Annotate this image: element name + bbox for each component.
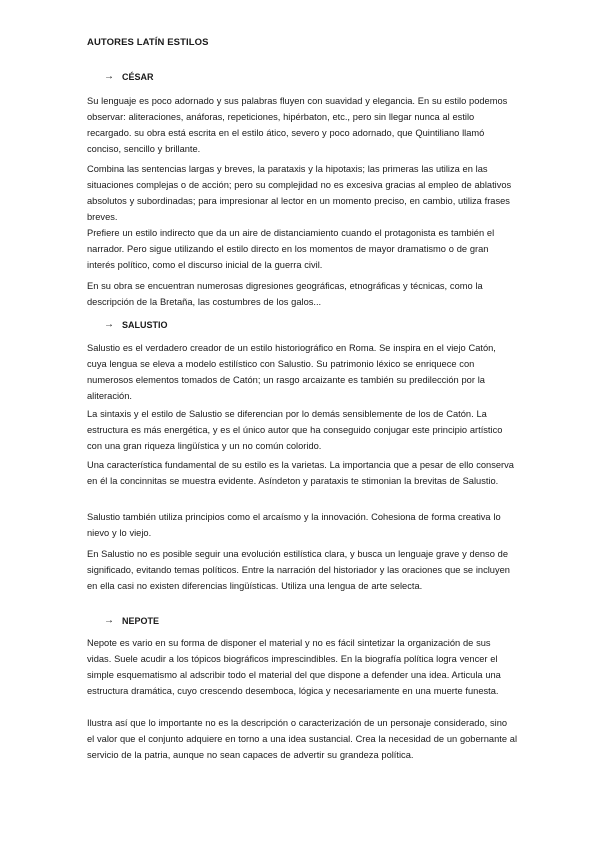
section-heading-label: SALUSTIO bbox=[122, 319, 168, 330]
paragraph: En su obra se encuentran numerosas digresiones geográficas, etnográficas y técnicas, como la descripción de la Bretaña, las costumbres de los galos... bbox=[87, 281, 483, 307]
arrow-right-icon: → bbox=[104, 71, 114, 82]
paragraph: Una característica fundamental de su estilo es la varietas. La importancia que a pesar de ello conserva en él la concinnitas se muestra evidente. Asíndeton y parataxis te stimonian la brevitas de Salustio. bbox=[87, 460, 514, 486]
page-title: AUTORES LATÍN ESTILOS bbox=[87, 37, 209, 48]
section-heading-label: NEPOTE bbox=[122, 615, 160, 626]
paragraph: Prefiere un estilo indirecto que da un aire de distanciamiento cuando el protagonista es también el narrador. Pero sigue utilizando el estilo directo en los momentos de mayor dramatismo o de gran interés político, como el discurso inicial de la guerra civil. bbox=[87, 228, 495, 270]
paragraph: Combina las sentencias largas y breves, la parataxis y la hipotaxis; las primeras las utiliza en las situaciones complejas o de acción; pero su complejidad no es excesiva gracias al empleo de ablativos absolutos y subordinadas; para impresionar al lector en un momento preciso, en cambio, utiliza frases breves. bbox=[87, 164, 512, 222]
section-heading-cesar bbox=[104, 71, 154, 82]
paragraph: Salustio también utiliza principios como el arcaísmo y la innovación. Cohesiona de forma creativa lo nievo y lo viejo. bbox=[87, 512, 501, 538]
arrow-right-icon: → bbox=[104, 615, 114, 626]
paragraph: Su lenguaje es poco adornado y sus palabras fluyen con suavidad y elegancia. En su estilo podemos observar: aliteraciones, anáforas, repeticiones, hipérbaton, etc., pero sin llegar nunca al estilo recargado. su obra está escrita en el estilo ático, severo y poco adornado, que Quintiliano llamó conciso, sencillo y brillante. bbox=[87, 96, 508, 154]
section-heading-nepote bbox=[104, 615, 159, 626]
section-heading-salustio bbox=[104, 319, 168, 330]
arrow-right-icon: → bbox=[104, 319, 114, 330]
section-heading-label: CÉSAR bbox=[122, 71, 154, 82]
paragraph: Salustio es el verdadero creador de un estilo historiográfico en Roma. Se inspira en el viejo Catón, cuya lengua se eleva a modelo estilístico con Salustio. Su patrimonio léxico se enriquece con numerosos elementos tomados de Catón; un rasgo arcaizante es también su predilección por la aliteración. bbox=[87, 343, 496, 401]
paragraph: Ilustra así que lo importante no es la descripción o caracterización de un personaje considerado, sino el valor que el conjunto adquiere en torno a una idea sustancial. Crea la necesidad de un gobernante al servicio de la patria, aunque no sean capaces de advertir su grandeza política. bbox=[87, 718, 518, 760]
paragraph: La sintaxis y el estilo de Salustio se diferencian por lo demás sensiblemente de los de Catón. La estructura es más energética, y es el único autor que ha conseguido conjugar este principio artístico con una gran riqueza lingüística y un no común colorido. bbox=[87, 409, 503, 451]
paragraph: En Salustio no es posible seguir una evolución estilística clara, y busca un lenguaje grave y denso de significado, evitando temas políticos. Entre la narración del historiador y las oraciones que se incluyen en ella casi no existen diferencias lingüísticas. Utiliza una lengua de arte selecta. bbox=[87, 549, 510, 591]
paragraph: Nepote es vario en su forma de disponer el material y no es fácil sintetizar la organización de sus vidas. Suele acudir a los tópicos biográficos imprescindibles. En la biografía política logra vencer el simple esquematismo al adscribir todo el material del que dispone a defender una idea. Articula una estructura dramática, cuyo crescendo desemboca, lógica y necesariamente en una muerte funesta. bbox=[87, 638, 501, 696]
